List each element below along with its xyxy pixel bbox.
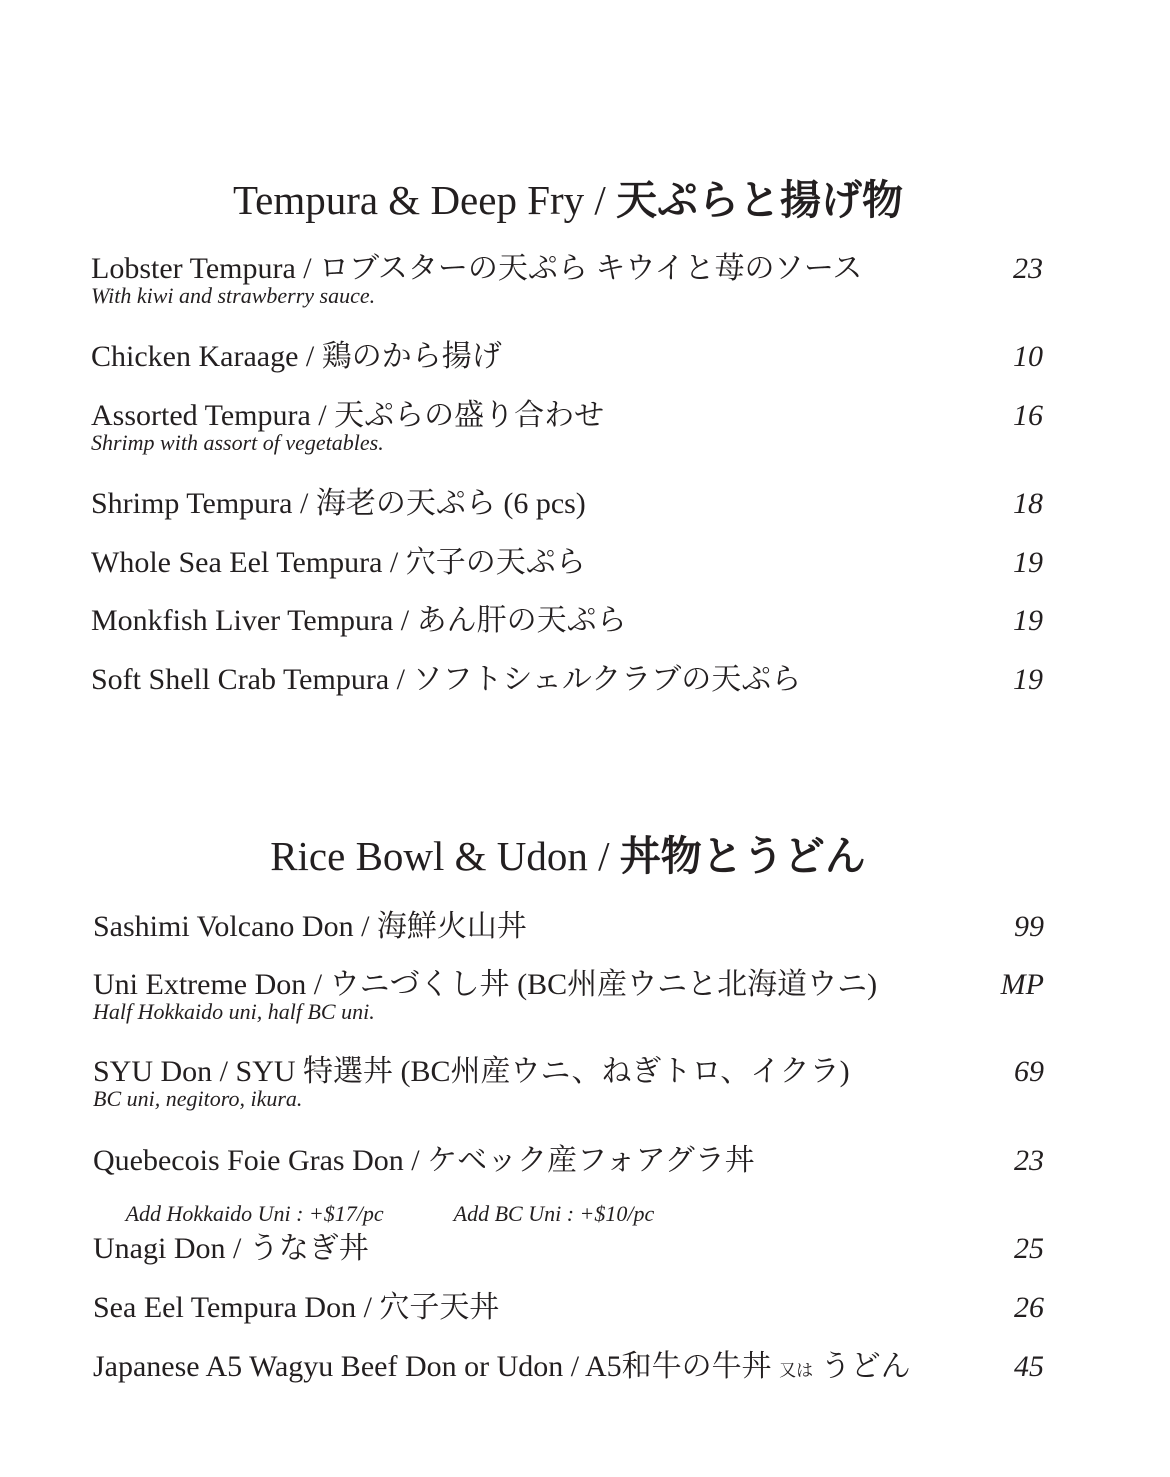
menu-item <box>93 1291 1044 1325</box>
section-title-tempura <box>0 176 1136 224</box>
item-price: 18 <box>1013 487 1043 520</box>
item-price: 23 <box>1013 252 1043 285</box>
addon-hokkaido-uni: Add Hokkaido Uni : +$17/pc <box>125 1201 384 1226</box>
item-name: Quebecois Foie Gras Don / ケベック産フォアグラ丼 <box>93 1144 755 1177</box>
section-title-jp: 天ぷらと揚げ物 <box>616 177 904 223</box>
item-name: SYU Don / SYU 特選丼 (BC州産ウニ、ねぎトロ、イクラ) <box>93 1055 850 1088</box>
menu-item <box>91 487 1043 521</box>
item-price: 16 <box>1013 399 1043 432</box>
menu-item <box>91 340 1043 374</box>
item-name-or: 又は <box>779 1361 814 1380</box>
item-price: 19 <box>1013 546 1043 579</box>
item-name: Lobster Tempura / ロブスターの天ぷら キウイと苺のソース <box>91 252 863 285</box>
menu-item <box>91 546 1043 580</box>
item-price: 10 <box>1013 340 1043 373</box>
menu-item <box>93 1055 1044 1112</box>
section-title-en: Rice Bowl & Udon / <box>270 833 620 879</box>
item-price: 99 <box>1014 910 1044 943</box>
item-price: 19 <box>1013 663 1043 696</box>
addon-bc-uni: Add BC Uni : +$10/pc <box>453 1201 655 1226</box>
item-price: 25 <box>1014 1232 1044 1265</box>
item-name: Whole Sea Eel Tempura / 穴子の天ぷら <box>91 546 586 579</box>
item-description: Half Hokkaido uni, half BC uni. <box>93 999 375 1024</box>
item-name-udon: うどん <box>813 1350 911 1383</box>
item-price: 26 <box>1014 1291 1044 1324</box>
menu-item <box>91 252 1043 309</box>
item-description: Shrimp with assort of vegetables. <box>91 430 384 455</box>
item-price: 19 <box>1013 604 1043 637</box>
menu-item <box>93 1232 1044 1266</box>
menu-item <box>93 968 1044 1025</box>
item-description: With kiwi and strawberry sauce. <box>91 283 376 308</box>
section-title-jp: 丼物とうどん <box>619 833 866 879</box>
item-name: Sashimi Volcano Don / 海鮮火山丼 <box>93 910 527 943</box>
item-price: 23 <box>1014 1144 1044 1177</box>
item-name <box>93 1350 1044 1388</box>
menu-item <box>91 663 1043 697</box>
menu-item <box>91 604 1043 638</box>
item-price: MP <box>1000 968 1044 1001</box>
item-name: Assorted Tempura / 天ぷらの盛り合わせ <box>91 399 605 432</box>
item-name: Soft Shell Crab Tempura / ソフトシェルクラブの天ぷら <box>91 663 802 696</box>
section-title-en: Tempura & Deep Fry / <box>232 177 617 223</box>
item-name: Shrimp Tempura / 海老の天ぷら (6 pcs) <box>91 487 586 520</box>
item-name: Sea Eel Tempura Don / 穴子天丼 <box>93 1291 500 1324</box>
item-price: 45 <box>1014 1350 1044 1383</box>
menu-item <box>93 1350 1044 1388</box>
item-name: Uni Extreme Don / ウニづくし丼 (BC州産ウニと北海道ウニ) <box>93 968 878 1001</box>
item-name-main: Japanese A5 Wagyu Beef Don or Udon / A5和牛の牛丼 <box>93 1350 780 1383</box>
menu-item <box>93 910 1044 944</box>
item-price: 69 <box>1014 1055 1044 1088</box>
section-title-rice-bowl <box>0 832 1136 880</box>
item-name: Monkfish Liver Tempura / あん肝の天ぷら <box>91 604 627 637</box>
item-name: Unagi Don / うなぎ丼 <box>93 1232 369 1265</box>
item-description: BC uni, negitoro, ikura. <box>93 1086 303 1111</box>
menu-item <box>91 399 1043 456</box>
item-name: Chicken Karaage / 鶏のから揚げ <box>91 340 502 373</box>
